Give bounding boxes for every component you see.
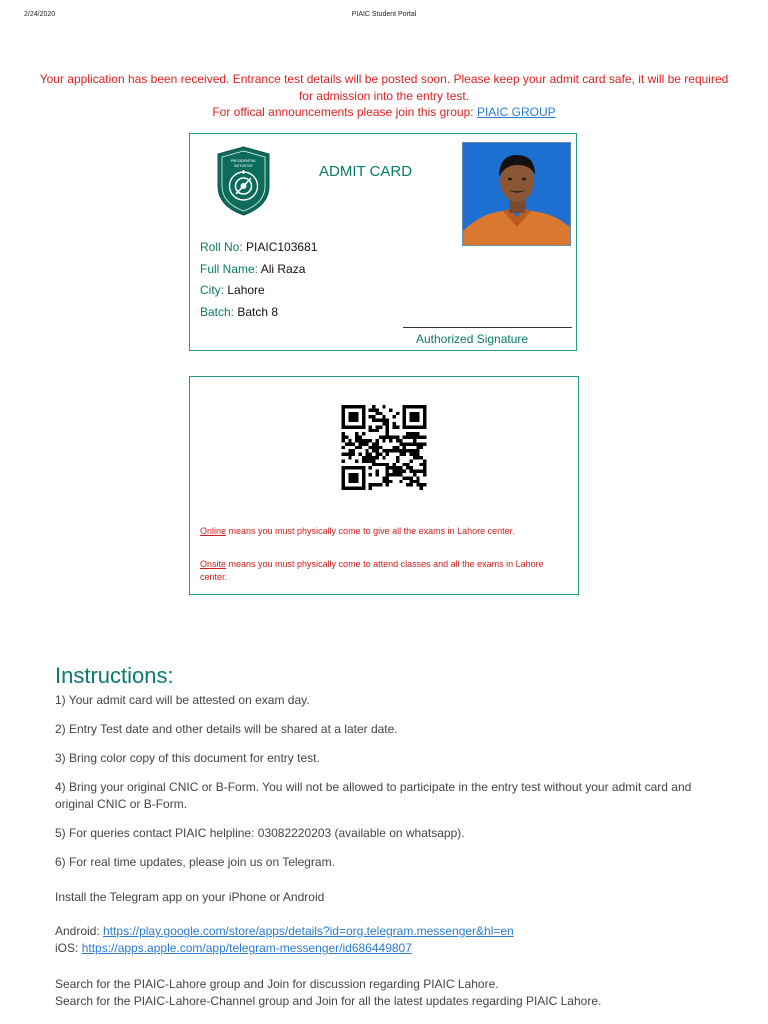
search-channel-text: Search for the PIAIC-Lahore-Channel group and Join for all the latest updates regarding PIAIC Lahore. [55, 994, 602, 1008]
city-value: Lahore [227, 283, 265, 297]
batch-label: Batch: [200, 305, 235, 319]
instruction-item: 4) Bring your original CNIC or B-Form. You will not be allowed to participate in the entry test without your admit card and original CNIC or B-Form. [55, 780, 692, 811]
print-date: 2/24/2020 [24, 11, 56, 18]
instruction-item: 3) Bring color copy of this document for entry test. [55, 751, 320, 765]
instruction-item: 1) Your admit card will be attested on exam day. [55, 693, 310, 707]
logo-text-line-2: INITIATIVE [234, 164, 253, 168]
admit-card [189, 133, 577, 351]
full-name-value: Ali Raza [260, 262, 306, 276]
qr-code [340, 405, 428, 490]
online-term: Online [200, 526, 227, 536]
onsite-mode-note [200, 558, 560, 584]
student-photo [462, 142, 571, 246]
piaic-logo [216, 146, 271, 216]
print-page-title: PIAIC Student Portal [351, 11, 417, 18]
city-row [200, 283, 265, 297]
onsite-term: Onsite [200, 559, 227, 569]
roll-no-label: Roll No: [200, 240, 243, 254]
instruction-item: 2) Entry Test date and other details will be shared at a later date. [55, 722, 398, 736]
online-description: means you must physically come to give all the exams in Lahore center. [226, 526, 515, 536]
notice-line-1: Your application has been received. Entrance test details will be posted soon. Please keep your admit card safe, it will be required [39, 72, 729, 86]
notice-line-2: for admission into the entry test. [298, 88, 470, 103]
instruction-item: 6) For real time updates, please join us on Telegram. [55, 855, 335, 869]
city-label: City: [200, 283, 224, 297]
telegram-install-text: Install the Telegram app on your iPhone or Android [55, 890, 325, 904]
search-group-text: Search for the PIAIC-Lahore group and Join for discussion regarding PIAIC Lahore. [55, 977, 499, 991]
online-mode-note [200, 525, 560, 538]
ios-row [55, 940, 715, 957]
android-row [55, 923, 715, 940]
android-telegram-link[interactable]: https://play.google.com/store/apps/details?id=org.telegram.messenger&hl=en [103, 924, 514, 938]
logo-text-line-1: PRESIDENTIAL [230, 159, 257, 163]
batch-row [200, 305, 278, 319]
notice-line-3 [30, 104, 738, 121]
authorized-signature-label: Authorized Signature [416, 332, 529, 346]
signature-line [403, 327, 572, 328]
ios-label: iOS: [55, 941, 79, 955]
piaic-group-link[interactable]: PIAIC GROUP [476, 105, 556, 119]
instructions-heading: Instructions: [55, 663, 174, 688]
full-name-row [200, 262, 305, 276]
roll-no-value: PIAIC103681 [246, 240, 318, 254]
instruction-item: 5) For queries contact PIAIC helpline: 03082220203 (available on whatsapp). [55, 826, 465, 840]
qr-code-card [189, 376, 579, 595]
batch-value: Batch 8 [237, 305, 279, 319]
notice-group-prefix: For offical announcements please join this group: [212, 105, 474, 119]
ios-telegram-link[interactable]: https://apps.apple.com/app/telegram-messenger/id686449807 [81, 941, 412, 955]
full-name-label: Full Name: [200, 262, 259, 276]
application-notice [30, 71, 738, 121]
onsite-description: means you must physically come to attend classes and all the exams in Lahore center. [200, 559, 544, 582]
admit-card-title: ADMIT CARD [319, 163, 413, 180]
android-label: Android: [55, 924, 100, 938]
roll-no-row [200, 240, 317, 254]
